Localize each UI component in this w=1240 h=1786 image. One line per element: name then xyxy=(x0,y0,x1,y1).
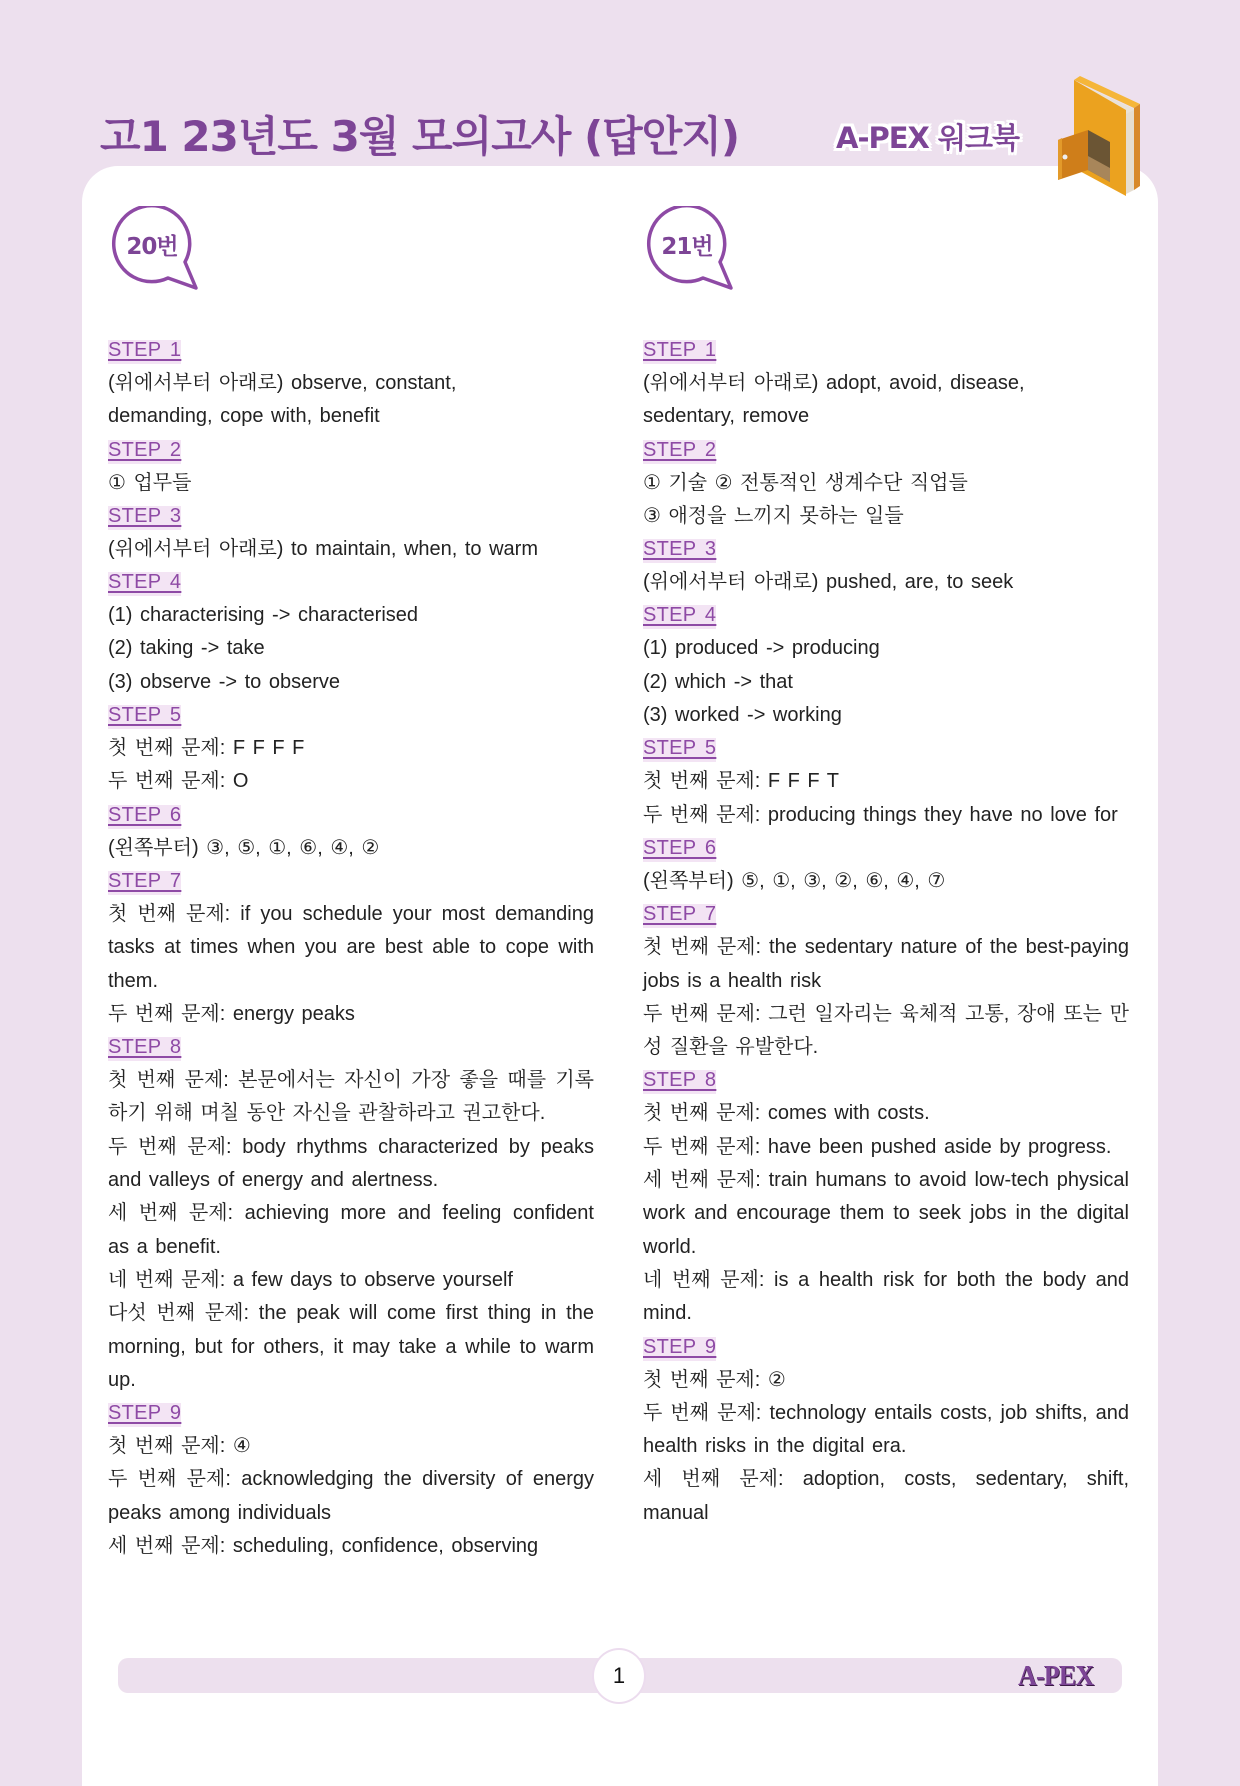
page-title: 고1 23년도 3월 모의고사 (답안지) xyxy=(100,112,740,161)
step-block xyxy=(643,898,1129,1064)
answer-line: 다섯 번째 문제: the peak will come first thing in the morning, but for others, it may take a while to warm up. xyxy=(108,1302,594,1391)
answer-line: (왼쪽부터) ⑤, ①, ③, ②, ⑥, ④, ⑦ xyxy=(643,869,946,892)
step-label: STEP 6 xyxy=(108,799,181,832)
answer-line: 세 번째 문제: achieving more and feeling confident as a benefit. xyxy=(108,1202,594,1258)
answer-line: demanding, cope with, benefit xyxy=(108,405,380,428)
answer-line: (위에서부터 아래로) observe, constant, xyxy=(108,372,457,394)
answer-line: 첫 번째 문제: the sedentary nature of the best-paying jobs is a health risk xyxy=(643,936,1129,992)
answer-line: 첫 번째 문제: 본문에서는 자신이 가장 좋을 때를 기록하기 위해 며칠 동안 자신을 관찰하라고 권고한다. xyxy=(108,1069,594,1125)
step-block xyxy=(108,699,594,799)
answer-line: 두 번째 문제: technology entails costs, job shifts, and health risks in the digital era. xyxy=(643,1401,1129,1458)
step-block xyxy=(108,334,594,434)
answer-line: 두 번째 문제: body rhythms characterized by peaks and valleys of energy and alertness. xyxy=(108,1135,594,1192)
step-label: STEP 7 xyxy=(643,898,716,931)
answer-line: (1) characterising -> characterised xyxy=(108,604,419,627)
answer-list xyxy=(643,334,1129,1530)
step-block xyxy=(643,334,1129,434)
answer-line: 두 번째 문제: energy peaks xyxy=(108,1002,355,1025)
answer-line: (위에서부터 아래로) pushed, are, to seek xyxy=(643,571,1014,594)
page-number: 1 xyxy=(592,1648,646,1704)
answer-line: 첫 번째 문제: if you schedule your most demanding tasks at times when you are best able to cope with them. xyxy=(108,902,594,992)
step-label: STEP 5 xyxy=(643,732,716,765)
step-block xyxy=(108,1397,594,1563)
answer-line: (위에서부터 아래로) adopt, avoid, disease, xyxy=(643,372,1025,394)
answer-line: 세 번째 문제: train humans to avoid low-tech physical work and encourage them to seek jobs in the digital world. xyxy=(643,1169,1129,1258)
step-label: STEP 2 xyxy=(643,434,716,467)
answer-line: (1) produced -> producing xyxy=(643,637,880,660)
step-block xyxy=(643,832,1129,898)
step-label: STEP 3 xyxy=(643,533,716,566)
step-label: STEP 3 xyxy=(108,500,181,533)
step-label: STEP 8 xyxy=(643,1064,716,1097)
question-badge xyxy=(110,206,200,292)
book-with-door-icon xyxy=(1050,76,1145,201)
question-number: 21번 xyxy=(661,234,713,260)
step-label: STEP 2 xyxy=(108,434,181,467)
answer-line: 첫 번째 문제: ② xyxy=(643,1368,786,1391)
answer-line: sedentary, remove xyxy=(643,405,810,428)
answer-line: 두 번째 문제: have been pushed aside by progress. xyxy=(643,1135,1112,1158)
step-block xyxy=(643,1331,1129,1530)
answer-line: 두 번째 문제: acknowledging the diversity of energy peaks among individuals xyxy=(108,1468,594,1524)
answer-line: 세 번째 문제: scheduling, confidence, observing xyxy=(108,1535,539,1558)
step-block xyxy=(108,865,594,1031)
question-badge xyxy=(645,206,735,292)
step-label: STEP 7 xyxy=(108,865,181,898)
step-label: STEP 8 xyxy=(108,1031,181,1064)
step-block xyxy=(643,1064,1129,1330)
answer-line: 네 번째 문제: a few days to observe yourself xyxy=(108,1268,513,1291)
step-label: STEP 4 xyxy=(108,566,181,599)
answer-line: 첫 번째 문제: F F F T xyxy=(643,770,840,793)
footer-logo: A-PEX xyxy=(1018,1660,1094,1692)
answer-line: 첫 번째 문제: comes with costs. xyxy=(643,1102,930,1125)
step-label: STEP 6 xyxy=(643,832,716,865)
step-label: STEP 9 xyxy=(643,1331,716,1364)
step-block xyxy=(643,434,1129,534)
answer-line: 두 번째 문제: O xyxy=(108,770,249,793)
workbook-brand: A-PEX 워크북 xyxy=(836,121,1020,155)
answer-line: (왼쪽부터) ③, ⑤, ①, ⑥, ④, ② xyxy=(108,836,380,859)
answer-line: (3) observe -> to observe xyxy=(108,670,340,693)
answer-list xyxy=(108,334,594,1563)
step-block xyxy=(643,732,1129,832)
step-block xyxy=(108,1031,594,1397)
question-number: 20번 xyxy=(126,234,178,260)
question-21-column xyxy=(643,206,1129,1524)
step-label: STEP 4 xyxy=(643,599,716,632)
answer-line: (3) worked -> working xyxy=(643,704,842,727)
step-block xyxy=(108,500,594,566)
step-label: STEP 1 xyxy=(643,334,716,367)
step-block xyxy=(643,599,1129,732)
answer-line: (2) which -> that xyxy=(643,670,793,693)
step-block xyxy=(643,533,1129,599)
step-label: STEP 5 xyxy=(108,699,181,732)
answer-line: 첫 번째 문제: F F F F xyxy=(108,737,305,760)
answer-line: 두 번째 문제: 그런 일자리는 육체적 고통, 장애 또는 만성 질환을 유발한다. xyxy=(643,1002,1129,1059)
answer-line: 세 번째 문제: adoption, costs, sedentary, shift, manual xyxy=(643,1468,1129,1524)
answer-line: 첫 번째 문제: ④ xyxy=(108,1435,251,1458)
step-block xyxy=(108,434,594,500)
answer-line: ① 기술 ② 전통적인 생계수단 직업들 xyxy=(643,471,968,494)
answer-line: ③ 애정을 느끼지 못하는 일들 xyxy=(643,504,904,527)
step-label: STEP 1 xyxy=(108,334,181,367)
answer-line: (위에서부터 아래로) to maintain, when, to warm xyxy=(108,537,538,560)
step-label: STEP 9 xyxy=(108,1397,181,1430)
step-block xyxy=(108,799,594,865)
question-20-column xyxy=(108,206,594,1558)
answer-line: ① 업무들 xyxy=(108,471,192,494)
answer-line: 두 번째 문제: producing things they have no love for xyxy=(643,803,1118,826)
answer-line: (2) taking -> take xyxy=(108,637,265,660)
answer-line: 네 번째 문제: is a health risk for both the body and mind. xyxy=(643,1268,1129,1325)
step-block xyxy=(108,566,594,699)
